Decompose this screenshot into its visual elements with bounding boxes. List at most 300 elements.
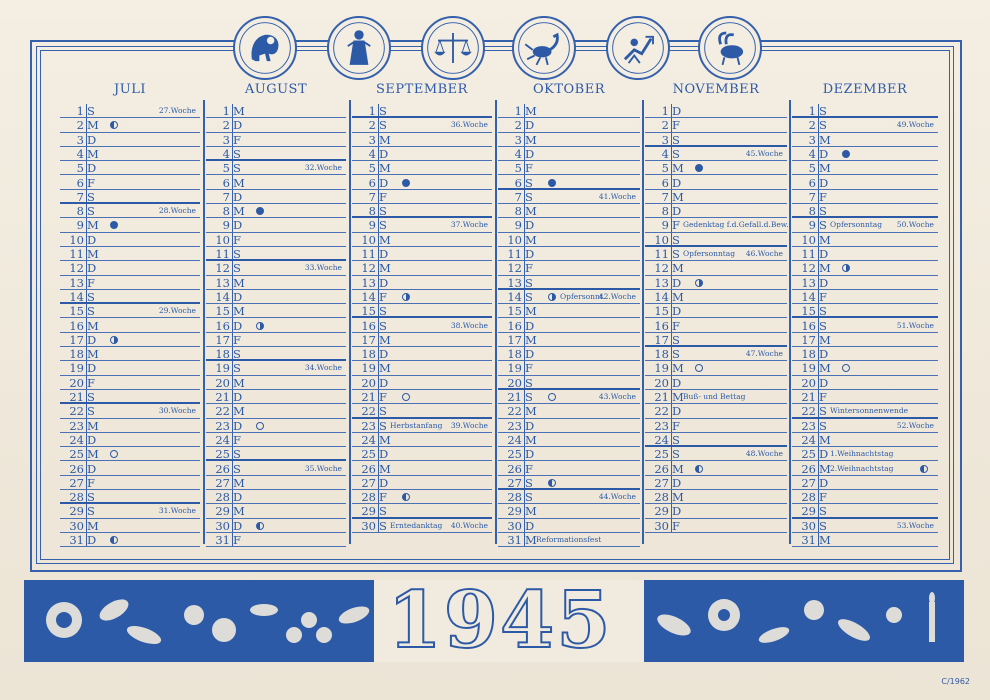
virgo-icon [327,16,391,80]
weekday-letter: M [233,475,245,490]
weekday-letter: M [819,161,831,176]
day-number: 28 [801,490,816,505]
day-number: 17 [215,332,230,347]
day-row [206,118,346,132]
weekday-letter: S [379,218,387,233]
day-row [352,476,492,490]
moon-phase-icon [110,336,118,344]
holiday-note: Buß- und Bettag [683,392,746,401]
day-number: 3 [661,132,669,147]
weekday-letter: M [525,504,537,519]
moon-phase-icon [548,179,556,187]
day-row [60,447,200,461]
weekday-letter: D [379,275,389,290]
weekday-letter: F [379,189,387,204]
day-number: 24 [654,432,669,447]
holiday-note: 2.Weihnachtstag [830,463,894,473]
leo-icon [233,16,297,80]
weekday-letter: S [672,146,680,161]
weekday-letter: M [233,275,245,290]
week-number: 29.Woche [158,306,196,316]
day-row [352,433,492,447]
day-number: 30 [507,518,522,533]
day-row [498,118,640,132]
weekday-letter: M [525,132,537,147]
day-number: 28 [69,490,84,505]
day-row [206,276,346,290]
weekday-letter: D [672,304,682,319]
day-number: 22 [215,404,230,419]
day-row [352,147,492,161]
weekday-letter: M [379,461,391,476]
day-row [206,433,346,447]
day-number: 17 [507,332,522,347]
day-number: 23 [654,418,669,433]
day-number: 27 [654,475,669,490]
day-row [60,433,200,447]
weekday-letter: S [87,504,95,519]
day-number: 24 [801,432,816,447]
day-row [352,519,492,533]
day-row [60,347,200,361]
weekday-letter: M [87,318,99,333]
weekday-letter: S [87,104,95,118]
day-number: 21 [654,390,669,404]
day-number: 30 [361,518,376,533]
day-number: 26 [654,461,669,476]
day-row [792,161,938,175]
day-number: 17 [654,332,669,347]
month-name: DEZEMBER [822,82,908,97]
weekday-letter: M [233,175,245,190]
weekday-letter: D [525,518,535,533]
day-number: 26 [801,461,816,476]
moon-phase-icon [256,422,264,430]
week-number: 48.Woche [745,449,783,459]
day-row [645,218,787,232]
weekday-letter: F [233,533,241,547]
weekday-letter: F [819,289,827,304]
weekday-letter: D [672,404,682,419]
day-row [645,190,787,204]
week-number: 30.Woche [158,406,196,416]
day-row [352,233,492,247]
day-row [60,419,200,433]
day-row [352,361,492,375]
day-number: 15 [654,304,669,319]
weekday-letter: S [87,189,95,204]
weekday-letter: M [233,204,245,219]
day-row [60,204,200,218]
day-row [498,290,640,304]
weekday-letter: D [819,247,829,261]
weekday-letter: S [87,404,95,419]
day-row [792,290,938,304]
day-number: 11 [801,247,816,261]
week-number: 50.Woche [896,220,934,230]
weekday-letter: S [819,204,827,219]
holiday-note: Gedenktag f.d.Gefall.d.Bew. [683,220,789,230]
day-row [206,419,346,433]
day-row [792,490,938,504]
day-number: 20 [801,375,816,390]
weekday-letter: M [819,132,831,147]
month-september [352,82,492,542]
day-row [206,190,346,204]
day-row [792,376,938,390]
weekday-letter: S [819,404,827,419]
libra-icon [421,16,485,80]
day-number: 12 [215,261,230,276]
day-number: 5 [808,161,816,176]
weekday-letter: F [379,490,387,505]
weekday-letter: F [525,461,533,476]
day-number: 11 [654,247,669,261]
day-row [352,261,492,275]
week-number: 39.Woche [450,420,488,430]
day-row [206,304,346,318]
weekday-letter: M [379,132,391,147]
weekday-letter: D [819,375,829,390]
weekday-letter: S [819,318,827,333]
day-row [206,204,346,218]
day-row [206,376,346,390]
day-number: 20 [69,375,84,390]
day-number: 27 [69,475,84,490]
day-number: 21 [69,390,84,404]
weekday-letter: F [87,175,95,190]
day-row [352,176,492,190]
day-row [645,376,787,390]
weekday-letter: D [379,175,389,190]
weekday-letter: D [233,418,243,433]
month-name: AUGUST [244,82,308,97]
weekday-letter: S [379,304,387,319]
day-number: 9 [514,218,522,233]
day-row [60,176,200,190]
week-number: 44.Woche [598,492,636,502]
day-row [206,490,346,504]
day-row [498,462,640,476]
day-number: 11 [361,247,376,261]
print-code: C/1962 [941,677,970,686]
month-oktober [498,82,640,547]
weekday-letter: S [379,504,387,519]
week-number: 36.Woche [450,120,488,130]
day-number: 14 [361,289,376,304]
day-row [498,419,640,433]
weekday-letter: S [379,118,387,133]
month-separator [789,100,791,544]
week-number: 34.Woche [304,363,342,373]
day-row [498,519,640,533]
day-row [498,490,640,504]
month-august [206,82,346,547]
day-row [60,533,200,547]
day-number: 7 [661,189,669,204]
week-number: 28.Woche [158,206,196,216]
day-number: 19 [801,361,816,376]
day-number: 22 [654,404,669,419]
day-row [206,147,346,161]
day-row [498,247,640,261]
day-number: 24 [507,432,522,447]
day-row [498,319,640,333]
day-row [645,133,787,147]
day-number: 9 [222,218,230,233]
day-row [206,290,346,304]
weekday-letter: M [672,490,684,505]
day-row [206,176,346,190]
weekday-letter: D [819,347,829,362]
weekday-letter: S [819,118,827,133]
day-row [792,233,938,247]
day-number: 19 [654,361,669,376]
day-row [792,347,938,361]
weekday-letter: D [233,318,243,333]
day-row [645,361,787,375]
day-row [792,261,938,275]
day-row [352,333,492,347]
day-row [792,419,938,433]
day-number: 4 [514,146,522,161]
week-number: 35.Woche [304,463,342,473]
moon-phase-icon [548,293,556,301]
weekday-letter: D [672,375,682,390]
day-number: 30 [215,518,230,533]
day-number: 22 [361,404,376,419]
weekday-letter: S [379,418,387,433]
weekday-letter: F [672,218,680,233]
weekday-letter: D [525,146,535,161]
day-number: 13 [361,275,376,290]
weekday-letter: M [525,404,537,419]
day-row [645,233,787,247]
weekday-letter: S [525,475,533,490]
weekday-letter: D [233,390,243,404]
moon-phase-icon [256,322,264,330]
moon-phase-icon [842,364,850,372]
day-row [498,276,640,290]
weekday-letter: D [672,104,682,118]
weekday-letter: D [525,118,535,133]
weekday-letter: S [87,304,95,319]
week-number: 43.Woche [598,392,636,401]
month-separator [642,100,644,544]
day-number: 21 [361,390,376,404]
day-row [352,390,492,404]
day-row [645,404,787,418]
day-row [792,433,938,447]
moon-phase-icon [402,179,410,187]
day-number: 16 [69,318,84,333]
weekday-letter: M [819,232,831,247]
day-row [792,333,938,347]
day-number: 16 [801,318,816,333]
day-row [206,361,346,375]
day-number: 7 [368,189,376,204]
day-row [206,533,346,547]
day-number: 1 [368,104,376,118]
day-number: 7 [76,189,84,204]
day-number: 28 [215,490,230,505]
day-row [206,390,346,404]
week-number: 42.Woche [598,291,636,301]
holiday-note: Opfersonntag [683,249,736,258]
day-row [645,247,787,261]
weekday-letter: S [525,275,533,290]
weekday-letter: S [233,447,241,462]
day-number: 27 [507,475,522,490]
day-number: 13 [654,275,669,290]
day-number: 25 [215,447,230,462]
weekday-letter: M [87,247,99,261]
day-row [206,333,346,347]
day-number: 2 [514,118,522,133]
weekday-letter: S [379,518,387,533]
moon-phase-icon [695,465,703,473]
day-number: 5 [368,161,376,176]
day-number: 18 [654,347,669,362]
day-number: 10 [69,232,84,247]
day-number: 6 [661,175,669,190]
day-row [206,261,346,275]
weekday-letter: S [672,432,680,447]
weekday-letter: M [819,432,831,447]
day-number: 24 [361,432,376,447]
day-row [352,319,492,333]
day-number: 14 [654,289,669,304]
moon-phase-icon [695,164,703,172]
day-row [645,433,787,447]
day-number: 29 [654,504,669,519]
week-number: 49.Woche [896,120,934,130]
day-number: 3 [514,132,522,147]
day-number: 29 [215,504,230,519]
day-number: 3 [808,132,816,147]
weekday-letter: D [233,289,243,304]
weekday-letter: S [379,318,387,333]
weekday-letter: M [379,361,391,376]
day-row [498,347,640,361]
weekday-letter: D [87,161,97,176]
day-number: 7 [514,189,522,204]
day-number: 23 [361,418,376,433]
weekday-letter: M [379,261,391,276]
day-number: 10 [654,232,669,247]
day-number: 8 [368,204,376,219]
weekday-letter: D [379,375,389,390]
day-number: 4 [661,146,669,161]
day-number: 13 [507,275,522,290]
holiday-note: Reformationsfest [536,535,602,544]
month-separator [203,100,205,544]
day-number: 14 [69,289,84,304]
day-number: 19 [69,361,84,376]
day-row [498,147,640,161]
day-row [498,376,640,390]
weekday-letter: S [87,204,95,219]
day-row [352,161,492,175]
day-number: 18 [215,347,230,362]
day-row [352,447,492,461]
day-number: 28 [507,490,522,505]
week-number: 33.Woche [304,263,342,273]
moon-phase-icon [256,522,264,530]
weekday-letter: D [233,189,243,204]
day-number: 29 [801,504,816,519]
weekday-letter: M [525,204,537,219]
weekday-letter: D [379,475,389,490]
day-number: 2 [76,118,84,133]
moon-phase-icon [842,264,850,272]
day-row [645,261,787,275]
weekday-letter: M [87,347,99,362]
day-row [792,476,938,490]
weekday-letter: D [87,461,97,476]
day-number: 31 [69,533,84,547]
day-number: 7 [222,189,230,204]
weekday-letter: S [233,461,241,476]
weekday-letter: S [233,161,241,176]
day-row [60,361,200,375]
weekday-letter: S [379,404,387,419]
day-number: 8 [808,204,816,219]
day-row [60,147,200,161]
day-number: 9 [808,218,816,233]
day-row [498,161,640,175]
weekday-letter: M [233,104,245,118]
weekday-letter: D [525,247,535,261]
day-row [792,133,938,147]
day-row [60,304,200,318]
day-number: 2 [808,118,816,133]
weekday-letter: S [819,304,827,319]
day-row [60,161,200,175]
weekday-letter: M [233,504,245,519]
day-number: 2 [661,118,669,133]
day-number: 17 [69,332,84,347]
weekday-letter: S [819,418,827,433]
day-row [352,218,492,232]
day-number: 28 [654,490,669,505]
weekday-letter: D [233,218,243,233]
day-number: 6 [222,175,230,190]
day-row [206,504,346,518]
weekday-letter: F [379,289,387,304]
day-row [206,104,346,118]
month-name: NOVEMBER [672,82,760,97]
day-number: 1 [514,104,522,118]
week-number: 51.Woche [896,320,934,330]
day-row [498,104,640,118]
day-row [645,390,787,404]
day-row [60,519,200,533]
day-number: 15 [801,304,816,319]
day-number: 19 [507,361,522,376]
day-number: 30 [801,518,816,533]
day-row [352,490,492,504]
weekday-letter: D [87,533,97,547]
day-number: 6 [514,175,522,190]
weekday-letter: F [233,432,241,447]
day-number: 2 [368,118,376,133]
weekday-letter: F [819,390,827,404]
weekday-letter: S [672,332,680,347]
moon-phase-icon [402,293,410,301]
weekday-letter: F [672,418,680,433]
day-row [60,247,200,261]
